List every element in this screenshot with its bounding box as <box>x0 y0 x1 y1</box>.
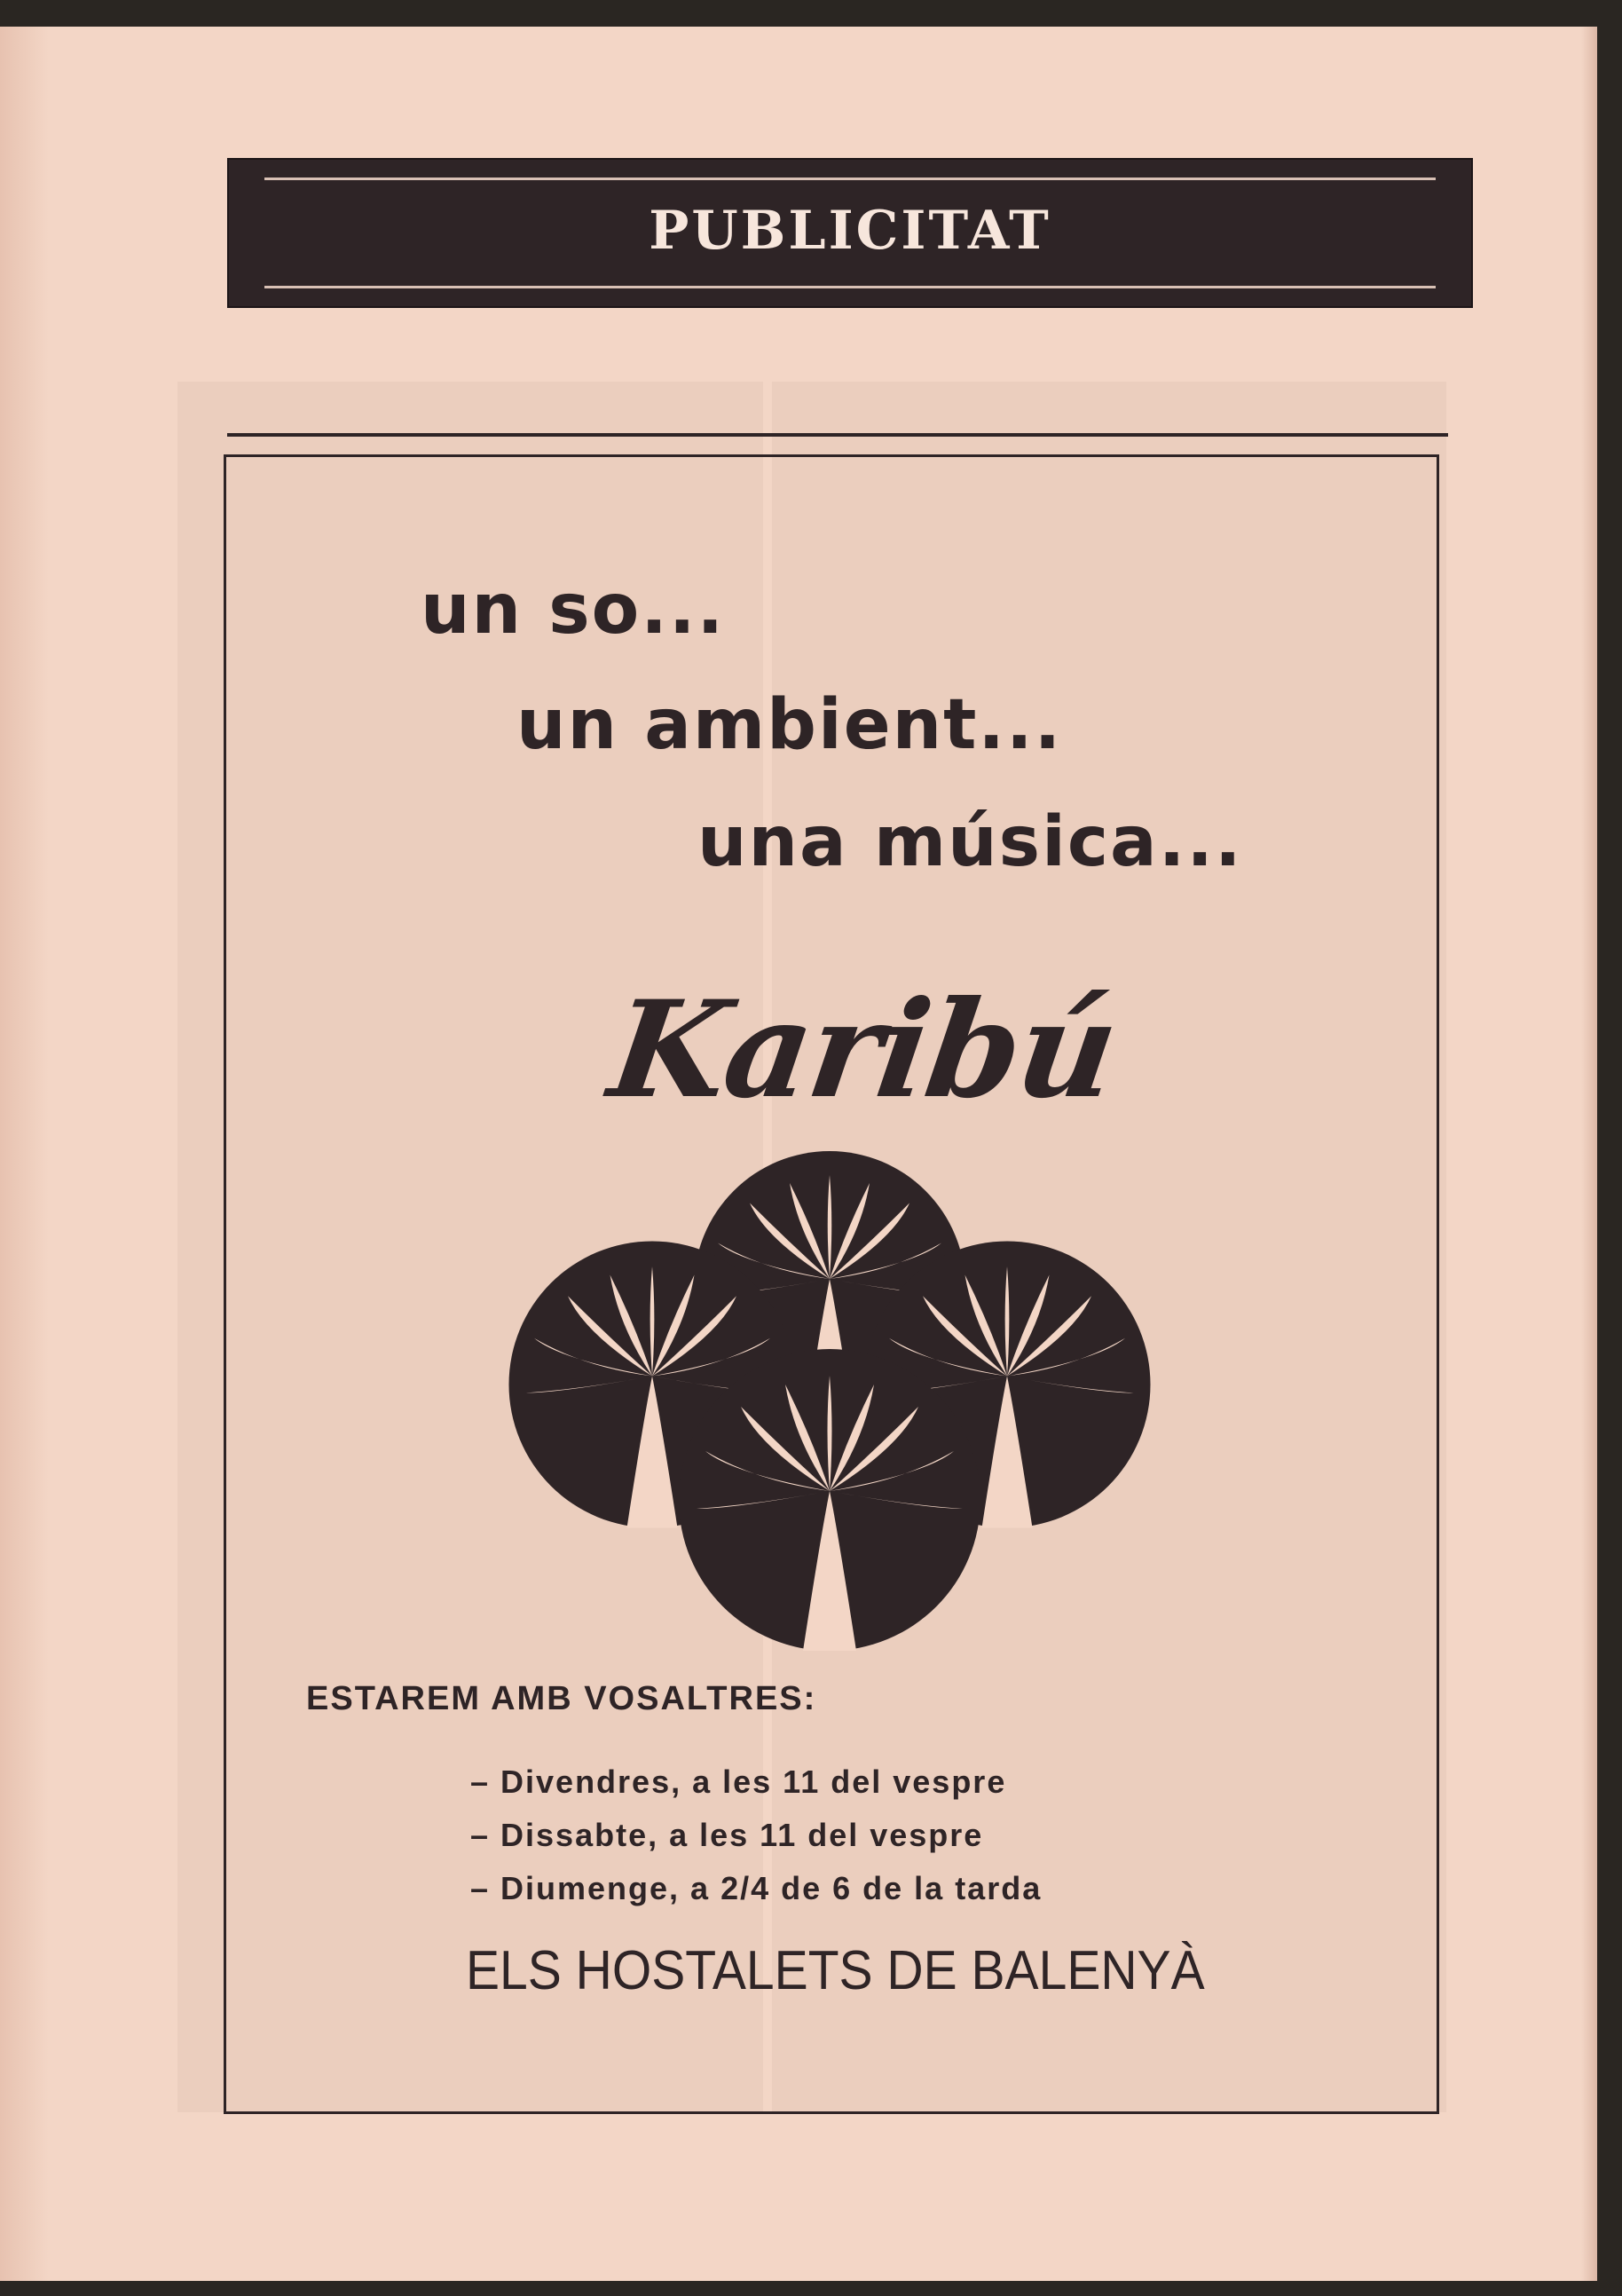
header-rule-top <box>264 178 1436 180</box>
section-title: PUBLICITAT <box>649 200 1051 262</box>
announcement-heading: ESTAREM AMB VOSALTRES: <box>306 1680 817 1717</box>
page-edge-shadow <box>1581 27 1597 2281</box>
page-spine-shadow <box>0 27 49 2281</box>
slogan-line-3: una música... <box>697 802 1243 882</box>
section-header-band <box>227 158 1473 308</box>
schedule-item-saturday: – Dissabte, a les 11 del vespre <box>470 1817 984 1853</box>
schedule-item-friday: – Divendres, a les 11 del vespre <box>470 1763 1007 1800</box>
slogan-line-2: un ambient... <box>516 685 1063 765</box>
palm-circles-logo-icon <box>488 1145 1171 1677</box>
advertisement-top-rule <box>227 433 1448 437</box>
slogan-line-1: un so... <box>421 570 726 650</box>
schedule-item-sunday: – Diumenge, a 2/4 de 6 de la tarda <box>470 1870 1043 1906</box>
venue-location: ELS HOSTALETS DE BALENYÀ <box>466 1940 1205 2001</box>
brand-name: Karibú <box>601 972 1125 1128</box>
header-rule-bottom <box>264 286 1436 288</box>
schedule-list <box>470 1756 1042 1915</box>
